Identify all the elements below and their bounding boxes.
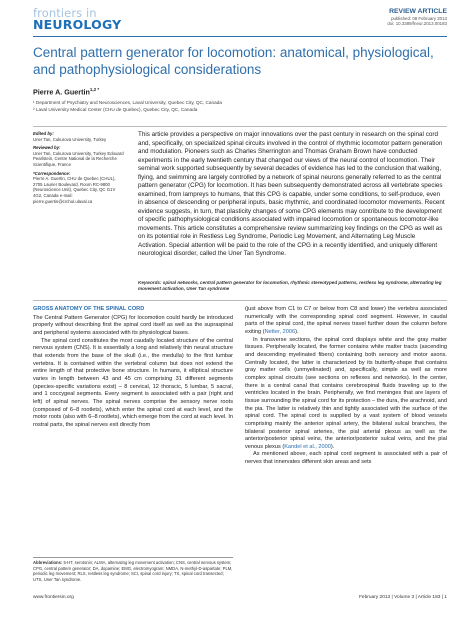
abbreviations-divider [33,557,233,558]
keywords-text: spinal networks, central pattern generator for locomotion, rhythmic stereotyped patterns, restless leg syndrome, alternating leg movement activation, Uner Tan syndrome [138,280,442,292]
affiliation-2: ² Laval University Medical Center (CHU de Quebec), Quebec City, QC, Canada [33,107,198,112]
issue-info: February 2013 | Volume 3 | Article 183 | 1 [359,595,447,600]
published-date: published: 08 February 2013 [391,16,447,22]
abbreviations-label: Abbreviations: [33,560,63,565]
paragraph: The spinal cord constitutes the most caudally located structure of the central nervous system (CNS). It is essentially a long and relatively thin neural structure that extends from the base of the skull (i.e., the medulla) to the first lumbar vertebra. It is contained within the vertebral column but does not extend the entire length of that protective bone structure. In humans, it elliptical structure varies in length between 43 and 45 cm comprising 31 different segments (species-specific variations exist) – 8 cervical, 12 thoracic, 5 lumbar, 5 sacral, and 1 coccygeal segments. Every segment is associated with a pair (right and left) of spinal nerves. The spinal nerves comprise the sensory nerve roots (composed of 6–8 rootlets), which enter the spinal cord at each level, and the motor roots (also with 6–8 rootlets), which emerge from the cord at each level. In rostral parts, the spinal nerves exit directly from [33,337,233,428]
editorial-sidebar [33,131,125,204]
abbreviations [33,560,233,582]
citation-link[interactable]: Netter, 2006 [264,328,296,335]
paragraph [245,306,447,337]
abbreviations-text: 5-HT, serotonin; ALMA, alternating leg movement activation; CNS, central nervous system; CPG, central pattern generator; DA, dopamine; EMG, electromyogram; NMDA, N-methyl-D-aspartate; PLM, periodic leg movement; RLS, restless leg syndrome; SCI, spinal cord injury; TX, spinal cord transected; UTS, Uner Tan syndrome. [33,560,233,582]
abstract: This article provides a perspective on major innovations over the past century in research on the spinal cord and, specifically, on specialized spinal circuits involved in the control of rhythmic locomotor pattern generation and modulation. Pioneers such as Charles Sherrington and Thomas Graham Brown have conducted experiments in the early twentieth century that changed our views of the neural control of locomotion. Their seminal work supported subsequently by several decades of evidence has led to the conclusion that walking, flying, and swimming are largely controlled by a network of spinal neurons generally referred to as the central pattern generator (CPG) for locomotion. It has been subsequently demonstrated across all vertebrate species examined, from lampreys to humans, that this CPG is capable, under some conditions, to self-produce, even in absence of descending or peripheral inputs, basic rhythmic, and coordinated locomotor movements. Recent evidence suggests, in turn, that plasticity changes of some CPG elements may contribute to the development of specific pathophysiological conditions associated with impaired locomotion or spontaneous locomotor-like movements. This article constitutes a comprehensive review summarizing key findings on the CPG as well as on its potential role in Restless Leg Syndrome, Periodic Leg Movement, and Alternating Leg Muscle Activation. Special attention will be paid to the role of the CPG in a recently identified, and uniquely different neurological disorder, called the Uner Tan Syndrome. [138,131,445,257]
author-affiliation-marks: 1,2 * [89,87,100,92]
body-column-left [33,306,233,430]
reviewed-by-label: Reviewed by: [33,145,61,151]
reviewed-by: Uner Tan, Cukurova University, Turkey Edouard Pearlstein, Centre National de la Recherche Scientifique, France [33,150,124,167]
article-type: REVIEW ARTICLE [389,8,447,15]
body-column-right [245,306,447,467]
author-name[interactable]: Pierre A. Guertin [33,87,90,97]
journal-logo [33,6,122,32]
journal-name-line2: NEUROLOGY [33,16,122,32]
affiliation-1: ¹ Department of Psychiatry and Neurosciences, Laval University, Quebec City, QC, Canada [33,100,222,105]
doi-link[interactable]: doi: 10.3389/fneur.2013.00183 [387,21,447,27]
citation-link[interactable]: Kandel et al., 2000 [284,443,331,450]
paragraph-text: ). [295,328,299,335]
paragraph-text: (just above from C1 to C7 or below from C8 and lower) the vertebra associated numerically with the corresponding spinal cord segment. However, in caudal parts of the spinal cord, the spinal nerves travel further down the column before exiting ( [245,306,447,335]
header-divider [33,36,447,37]
edited-by-label: Edited by: [33,131,54,136]
edited-by: Uner Tan, Cukurova University, Turkey [33,136,107,142]
keywords-label: Keywords: [138,280,162,285]
keywords-divider [33,300,447,301]
paragraph: As mentioned above, each spinal cord segment is associated with a pair of nerves that innervates different skin areas and sets [245,451,447,466]
paragraph: The Central Pattern Generator (CPG) for locomotion could hardly be introduced properly without describing first the spinal cord itself as well as the supraspinal and peripheral systems associated with its physiological bases. [33,314,233,336]
keywords [138,280,443,293]
paragraph-text: ). [330,443,335,450]
article-title: Central pattern generator for locomotion: anatomical, physiological, and pathophysiological considerations [33,45,434,77]
journal-name-line1: frontiers in [33,6,97,20]
section-heading: GROSS ANATOMY OF THE SPINAL CORD [33,306,145,312]
author-line [33,87,99,96]
paragraph [245,337,447,452]
section-divider [33,126,447,127]
article-info [387,8,447,27]
correspondence-label: *Correspondence: [33,170,71,176]
affiliations [33,99,443,113]
paragraph-text: In transverse sections, the spinal cord displays white and the gray matter tissues. Peripherally located, the former contains white matter tracts (ascending and descending myelinated fibers) containing both sensory and motor axons. Centrally located, the latter is characterized by its butterfly-shape that contains gray matter cells (unmyelinated) and, specifically, simple as well as more complex spinal circuits (see sections on reflexes and networks). In the center, there is a central canal that contains cerebrospinal fluids traveling up to the ventricles located in the brain. Peripherally, we find meninges that are layers of tissue surrounding the spinal cord for its protection – the dura, the arachnoid, and the pia. The latter is relatively thin and tightly associated with the surface of the spinal cord. The spinal cord is supplied by a vast system of blood vessels comprising mainly the anterior spinal artery, the bilateral sulcal branches, the bilateral posterior spinal arteries, the pial arterial plexus as well as the anterior/posterior spinal veins, the anterior/posterior sulcal veins, and the pial venous plexus ( [245,336,447,450]
correspondence: Pierre A. Guertin, CHU de Quebec (CHUL), 2705 Laurier Boulevard, Room RC-9800 (Neuroscience Unit), Quebec City, QC G1V 4G2, Canada e-mail: pierre.guertin@crchul.ulaval.ca [33,176,116,204]
website-link[interactable]: www.frontiersin.org [33,595,74,600]
